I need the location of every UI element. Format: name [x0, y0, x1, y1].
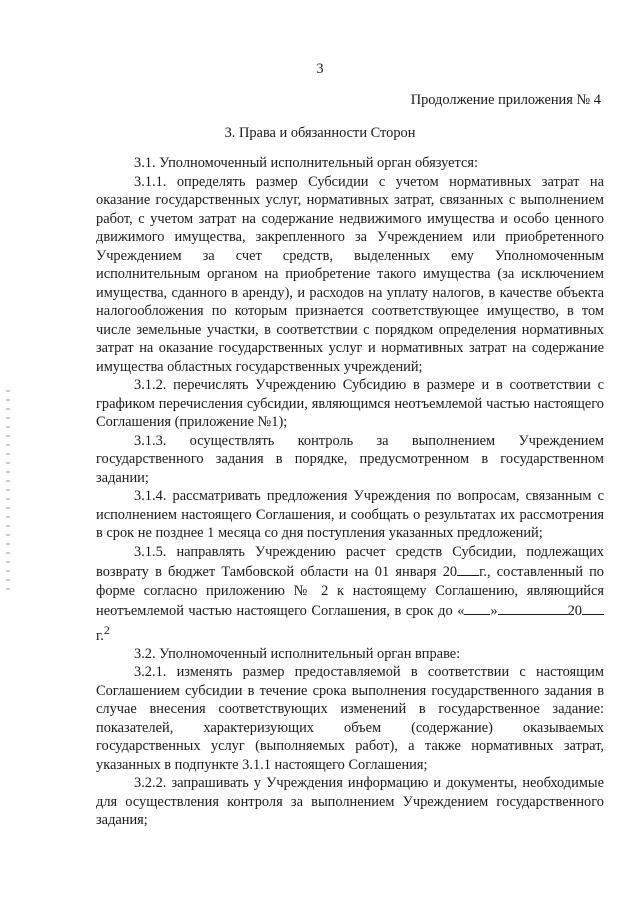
paragraph-3-1-5-text-c: »	[490, 603, 498, 619]
paragraph-3-1: 3.1. Уполномоченный исполнительный орган обязуется:	[134, 155, 479, 171]
paragraph-3-1-5	[96, 543, 604, 645]
paragraph-3-1-1: 3.1.1. определять размер Субсидии с учетом нормативных затрат на оказание государственных услуг, нормативных затрат, связанных с выполнением работ, с учетом затрат на содержание недвижимого имущества и особо ценного движимого имущества, закрепленного за Учреждением или приобретенного Учреждением за счет средств, выделенных ему Уполномоченным исполнительным органом на приобретение такого имущества (за исключением имущества, сданного в аренду), и расходов на уплату налогов, в качестве объекта налогообложения по которым признается соответствующее имущество, в том числе земельные участки, в соответствии с порядком определения нормативных затрат на оказание государственных услуг и нормативных затрат на содержание имущества областных государственных учреждений;	[96, 173, 604, 375]
paragraph-3-2-2: 3.2.2. запрашивать у Учреждения информацию и документы, необходимые для осуществления контроля за выполнением Учреждением государственного задания;	[96, 775, 604, 829]
paragraph-3-1-5-text-a: 3.1.5. направлять Учреждению расчет средств Субсидии, подлежащих возврату в бюджет Тамбовской области на 01 января 20	[96, 543, 604, 580]
month-blank	[498, 600, 568, 615]
year-blank-2	[582, 600, 604, 615]
year-blank	[457, 561, 479, 576]
paragraph-3-1-4: 3.1.4. рассматривать предложения Учреждения по вопросам, связанным с исполнением настоящего Соглашения, и сообщать о результатах их рассмотрения в срок не позднее 1 месяца со дня поступления указанных предложений;	[96, 488, 604, 541]
paragraph-3-2: 3.2. Уполномоченный исполнительный орган вправе:	[134, 645, 461, 662]
footnote-ref: 2	[103, 622, 110, 637]
section-title: 3. Права и обязанности Сторон	[224, 125, 416, 141]
paragraph-3-1-5-text-e: г.	[96, 627, 104, 644]
paragraph-3-2-1: 3.2.1. изменять размер предоставляемой в соответствии с настоящим Соглашением субсидии в течение срока выполнения государственного задания в случае внесения соответствующих изменений в государственное задание: показателей, характеризующих объем (содержание) оказываемых государственных услуг (выполняемых работ), а также нормативных затрат, указанных в подпункте 3.1.1 настоящего Соглашения;	[96, 664, 604, 773]
page-number: 3	[316, 61, 324, 77]
paragraph-3-1-3: 3.1.3. осуществлять контроль за выполнением Учреждением государственного задания в порядке, предусмотренном в государственном задании;	[96, 432, 604, 486]
appendix-label: Продолжение приложения № 4	[410, 92, 601, 108]
document-body	[96, 154, 604, 830]
paragraph-3-1-2: 3.1.2. перечислять Учреждению Субсидию в размере и в соответствии с графиком перечисления субсидии, являющимся неотъемлемой частью настоящего Соглашения (приложение №1);	[96, 377, 604, 430]
paragraph-3-1-5-text-b: г., составленный по форме согласно приложению № 2 к настоящему Соглашению, являющийся неотъемлемой частью настоящего Соглашения, в срок до «	[96, 564, 604, 619]
day-blank	[464, 600, 490, 615]
paragraph-3-1-5-text-d: 20	[567, 603, 582, 619]
scan-edge-marks	[6, 390, 10, 590]
